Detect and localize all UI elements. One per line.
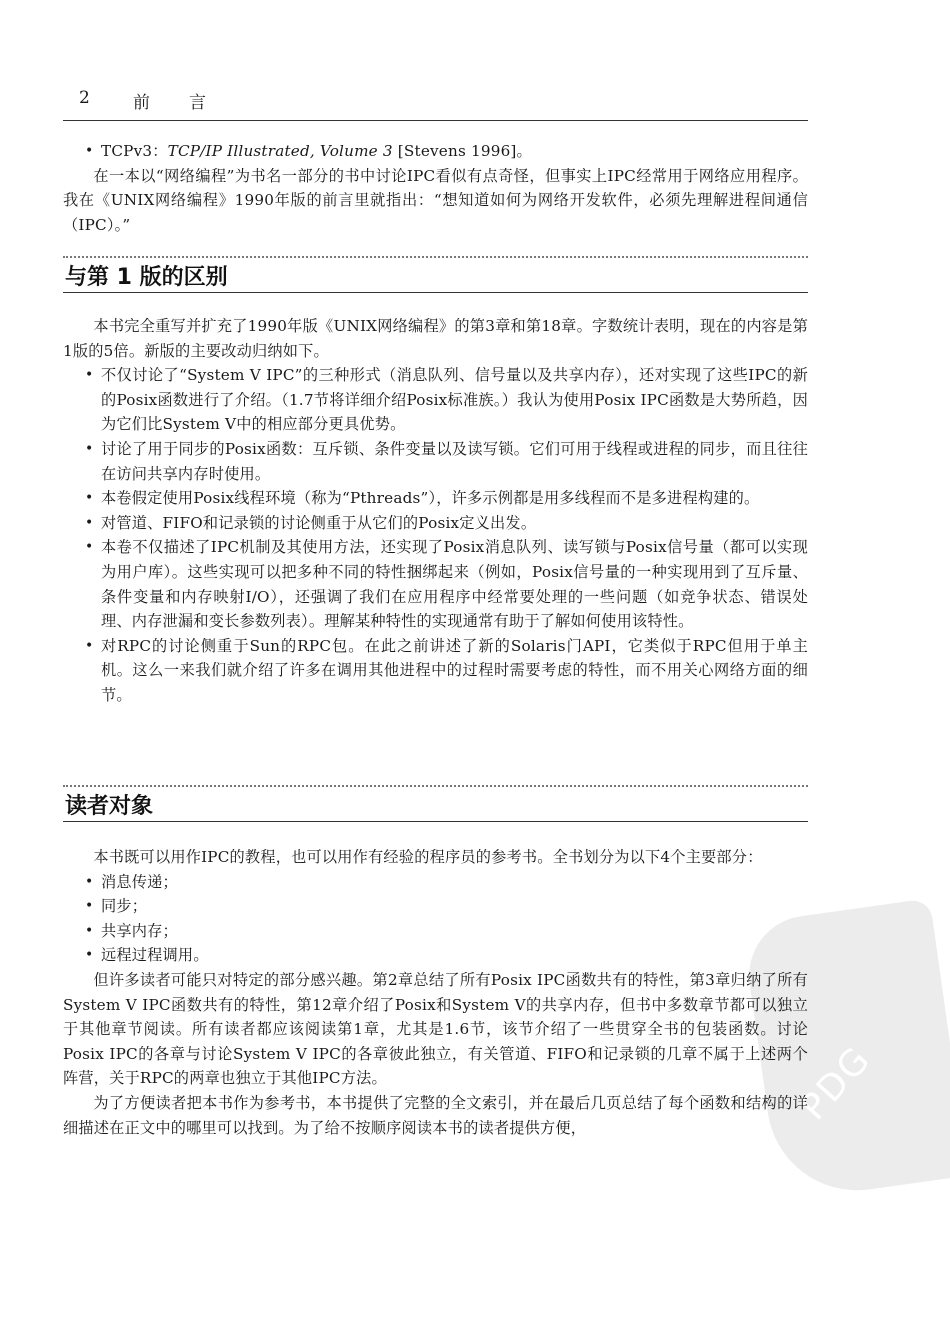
audience-bullet: • 共享内存； xyxy=(63,919,808,944)
audience-paragraph-3: 为了方便读者把本书作为参考书，本书提供了完整的全文索引，并在最后几页总结了每个函数和结构的详细描述在正文中的哪里可以找到。为了给不按顺序阅读本书的读者提供方便， xyxy=(63,1093,808,1137)
page-number: 2 xyxy=(79,88,90,108)
bullet-tcpv3 xyxy=(63,139,808,164)
differences-paragraph: 本书完全重写并扩充了1990年版《UNIX网络编程》的第3章和第18章。字数统计表明，现在的内容是第1版的5倍。新版的主要改动归纳如下。 xyxy=(63,317,808,360)
intro-paragraph: 在一本以“网络编程”为书名一部分的书中讨论IPC看似有点奇怪，但事实上IPC经常用于网络应用程序。我在《UNIX网络编程》1990年版的前言里就指出：“想知道如何为网络开发软件，必须先理解进程间通信（IPC）。” xyxy=(63,166,808,234)
audience-bullet: • 远程过程调用。 xyxy=(63,943,808,968)
audience-paragraph-1: 本书既可以用作IPC的教程，也可以用作有经验的程序员的参考书。全书划分为以下4个主要部分： xyxy=(93,848,763,866)
audience-bullet: • 同步； xyxy=(63,894,808,919)
section-differences-body xyxy=(63,314,808,708)
differences-bullet: • 本卷不仅描述了IPC机制及其使用方法，还实现了Posix消息队列、读写锁与Posix信号量（都可以实现为用户库）。这些实现可以把多种不同的特性捆绑起来（例如，Posix信号量的一种实现用到了互斥量、条件变量和内存映射I/O），还强调了我们在应用程序中经常要处理的一些问题（如竞争状态、错误处理、内存泄漏和变长参数列表）。理解某种特性的实现通常有助于了解如何使用该特性。 xyxy=(63,535,808,633)
section-audience-header xyxy=(63,785,808,823)
section-rule xyxy=(63,821,808,822)
section-dotted-rule xyxy=(63,256,808,258)
intro-block xyxy=(63,139,808,237)
differences-bullet: • 对RPC的讨论侧重于Sun的RPC包。在此之前讲述了新的Solaris门API，它类似于RPC但用于单主机。这么一来我们就介绍了许多在调用其他进程中的过程时需要考虑的特性，而不用关心网络方面的细节。 xyxy=(63,634,808,708)
running-head xyxy=(63,88,808,118)
tcpv3-prefix: TCPv3： xyxy=(101,142,168,160)
differences-bullet: • 不仅讨论了“System V IPC”的三种形式（消息队列、信号量以及共享内存），还对实现了这些IPC的新的Posix函数进行了介绍。（1.7节将详细介绍Posix标准族。）我认为使用Posix IPC函数是大势所趋，因为它们比System V中的相应部分更具优势。 xyxy=(63,363,808,437)
section-differences-heading: 与第 1 版的区别 xyxy=(65,265,228,290)
differences-bullet: • 讨论了用于同步的Posix函数：互斥锁、条件变量以及读写锁。它们可用于线程或进程的同步，而且往往在访问共享内存时使用。 xyxy=(63,437,808,486)
section-audience-heading: 读者对象 xyxy=(65,794,154,819)
tcpv3-suffix: [Stevens 1996]。 xyxy=(392,142,532,160)
section-dotted-rule xyxy=(63,785,808,787)
section-differences-header xyxy=(63,256,808,294)
tcpv3-title: TCP/IP Illustrated, Volume 3 xyxy=(167,142,393,160)
differences-bullet: • 本卷假定使用Posix线程环境（称为“Pthreads”），许多示例都是用多线程而不是多进程构建的。 xyxy=(63,486,808,511)
watermark-text: PDG xyxy=(793,1038,880,1129)
section-rule xyxy=(63,292,808,293)
header-rule xyxy=(63,120,808,121)
differences-bullet: • 对管道、FIFO和记录锁的讨论侧重于从它们的Posix定义出发。 xyxy=(63,511,808,536)
running-head-title-2: 言 xyxy=(189,93,206,113)
audience-paragraph-2: 但许多读者可能只对特定的部分感兴趣。第2章总结了所有Posix IPC函数共有的特性，第3章归纳了所有System V IPC函数共有的特性，第12章介绍了Posix和System V的共享内存，但书中多数章节都可以独立于其他章节阅读。所有读者都应该阅读第1章，尤其是1.6节，该节介绍了一些贯穿全书的包装函数。讨论Posix IPC的各章与讨论System V IPC的各章彼此独立，有关管道、FIFO和记录锁的几章不属于上述两个阵营，关于RPC的两章也独立于其他IPC方法。 xyxy=(63,970,808,1088)
section-audience-body xyxy=(63,845,808,1140)
running-head-title-1: 前 xyxy=(133,93,150,113)
audience-bullet: • 消息传递； xyxy=(63,870,808,895)
